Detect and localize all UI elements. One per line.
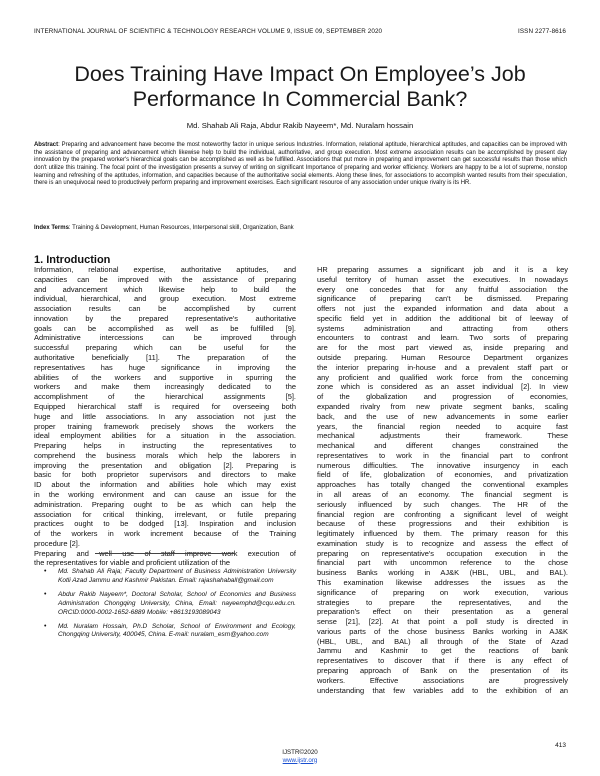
text-line: sense [21], [22]. At that point a poll study is directed in <box>317 617 568 627</box>
issn: ISSN 2277-8616 <box>518 28 566 35</box>
text-line: Jammu and Kashmir to get the reactions of bank <box>317 646 568 656</box>
text-line: Administrative intercessions can be improved through <box>34 333 296 343</box>
text-line: accomplishment of the hierarchical assignments [5]. <box>34 392 296 402</box>
footnote-item: • Abdur Rakib Nayeem*, Doctoral Scholar, School of Economics and Business Administration Chongqing University, China, Email: nayeemphd@cqu.edu.cn. ORCID:0000-0002-1652-6889 Mobile: +8613193089043 <box>58 591 296 618</box>
left-column <box>34 265 296 568</box>
footnote-rule <box>95 553 235 554</box>
text-line: mechanical adjustments their framework. These <box>317 431 568 441</box>
text-line: proper training framework precisely shows the workers the <box>34 421 296 431</box>
abstract-label: Abstract <box>34 142 59 148</box>
text-line: offers not just the expanded information and data about a <box>317 304 568 314</box>
text-line: any proficient and qualified work force from the concerning <box>317 372 568 382</box>
text-line: individual, hierarchical, and group execution. Most extreme <box>34 294 296 304</box>
text-line: Information, relational expertise, authoritative aptitudes, and <box>34 265 296 274</box>
text-line: financial part with uncommon reference to the chose <box>317 558 568 568</box>
text-line: goals can be accomplished as well as be fulfilled [9]. <box>34 323 296 333</box>
author-list: Md. Shahab Ali Raja, Abdur Rakib Nayeem*, Md. Nuralam hossain <box>186 121 414 130</box>
text-line: every one concedes that for any fruitful association the <box>317 284 568 294</box>
text-line: examination study is to recognize and assess the effect of <box>317 538 568 548</box>
text-line: preparation's effect on their presentation as a general <box>317 607 568 617</box>
footnote-item: • Md. Shahab Ali Raja; Faculty Department of Business Administration University Kotli Azad Jammu and Kashmir Pakistan. Email: rajashahaball@gmail.com <box>58 568 296 586</box>
copyright-code: IJSTR©2020 <box>282 749 318 756</box>
text-line: systems administration and attracting from others <box>317 323 568 333</box>
index-terms <box>34 224 567 232</box>
text-line: expanded rivalry from new private segment banks, scaling <box>317 401 568 411</box>
title-line-1: Does Training Have Impact On Employee’s Job <box>74 62 526 86</box>
text-line: ID about the information and abilities hole which may exist <box>34 480 296 490</box>
text-line: comprehend the business morals which help the laborers in <box>34 450 296 460</box>
text-line: HR preparing assumes a significant job and it is a key <box>317 265 568 274</box>
text-line: abilities of the workers and supportive in spurring the <box>34 372 296 382</box>
text-line: innovation by the prepared representative's authoritative <box>34 313 296 323</box>
text-line: authoritative beneficially [11]. The preparation of the <box>34 353 296 363</box>
index-terms-label: Index Terms <box>34 225 69 231</box>
page-footer <box>0 749 600 764</box>
running-header <box>34 28 566 35</box>
text-line: representatives has huge significance in improving the <box>34 362 296 372</box>
title-line-2: Performance In Commercial Bank? <box>132 87 468 111</box>
abstract-text: : Preparing and advancement have become the most noteworthy factor in unique serious Industries. Information, relational aptitude, hierarchical aptitudes, and capacities can be improved with the assistance of preparing and advancement which likewise help to build the individual, authoritative, and group execution. Most extreme association results can be accomplished by present day innovation by the prepared worker's hierarchical goals can be accomplished as well as be fulfilled. Associations that put more in preparing and improvement can get successful results than those which don't utilize this training. The focal point of the investigation presents a survey of writing on significant Importance of preparing and worker efficiency. Workers are happy to be a lot of supreme, nonstop learning and refreshing of the aptitudes, information, and capacities because of the authoritative social elements. Along these lines, for associations to accomplish wanted results from their speculation, there is an unequivocal need to productively perform preparing and improvement exercises. Each significant resource of any association under unique rivalry is its HR. <box>34 142 567 187</box>
text-line: significance of preparing on work execution, various <box>317 587 568 597</box>
journal-link[interactable]: www.ijstr.org <box>282 756 318 764</box>
text-line: association results can be accomplished by current <box>34 304 296 314</box>
abstract <box>34 142 567 188</box>
text-line: basic for both proprietor supervisors and directors to make <box>34 470 296 480</box>
text-line: and advancement which likewise help to build the <box>34 284 296 294</box>
text-line: understanding that few variables add to the exhibition of an <box>317 685 568 695</box>
text-line: mechanical and different changes constrained the <box>317 441 568 451</box>
text-line: seriously influenced by such changes. The HR of the <box>317 499 568 509</box>
text-line: because of these progressions and their exhibition is <box>317 519 568 529</box>
text-line: the interior preparing in-house and a prevalent staff part or <box>317 362 568 372</box>
text-line: Preparing and well use of staff improve work execution of <box>34 548 296 558</box>
text-line: practices ought to be dodged [13]. Inspiration and inclusion <box>34 519 296 529</box>
text-line: in all areas of an economy. The financial segment is <box>317 489 568 499</box>
page-number: 413 <box>555 742 566 749</box>
text-line: zone which is considered as an asset individual [2]. In view <box>317 382 568 392</box>
text-line: encounters to contrast and learn. Two sorts of preparing <box>317 333 568 343</box>
text-line: workers. Effective associations are progressively <box>317 675 568 685</box>
text-line: of the globalization and progression of economies, <box>317 392 568 402</box>
footnotes <box>44 568 296 645</box>
text-line: (HBL, UBL, and BAL) all through of the State of Azad <box>317 636 568 646</box>
right-column <box>317 265 568 695</box>
paper-title <box>30 62 570 112</box>
text-line: capacities can be improved with the assistance of preparing <box>34 274 296 284</box>
text-line: outside preparing. Human Resource Department organizes <box>317 353 568 363</box>
text-line: ideal employment abilities for a situation in the association. <box>34 431 296 441</box>
text-line: huge and little associations. In any association not just the <box>34 411 296 421</box>
text-line: back, and the use of new advancements in some earlier <box>317 411 568 421</box>
footnote-item: • Md. Nuralam Hossain, Ph.D Scholar, School of Environment and Ecology, Chongqing University, 400045, China. E-mail: nuralam_esm@yahoo.com <box>58 623 296 641</box>
text-line: are for the most part viewed as, inside preparing and <box>317 343 568 353</box>
text-line: preparing approach of Bank on the presentation of its <box>317 666 568 676</box>
text-line: numerous difficulties. The innovative insurgency in each <box>317 460 568 470</box>
text-line: approaches has totally changed the conventional examples <box>317 480 568 490</box>
text-line: Equipped hierarchical staff is required for overseeing both <box>34 401 296 411</box>
text-line: financial region are confronting a significant level of weight <box>317 509 568 519</box>
text-line: years, the financial region needed to acquire fast <box>317 421 568 431</box>
text-line: administration. Preparing ought to be as which can help the <box>34 499 296 509</box>
text-line: specific field yet in addition the additional bit of leeway of <box>317 313 568 323</box>
text-line: of the workers in work increment because of the Training <box>34 529 296 539</box>
text-line: significance of preparing can't be dismissed. Preparing <box>317 294 568 304</box>
text-line: the representatives for viable and proficient utilization of the <box>34 558 230 568</box>
text-line: various parts of the chose business Banks working in AJ&K <box>317 626 568 636</box>
text-line: useful territory of human asset the executives. In nowadays <box>317 274 568 284</box>
journal-header: INTERNATIONAL JOURNAL OF SCIENTIFIC & TECHNOLOGY RESEARCH VOLUME 9, ISSUE 09, SEPTEMBER 2020 <box>34 28 383 35</box>
text-line: strategies to prepare the representatives, and the <box>317 597 568 607</box>
text-line: in the working environment and can cause an issue for the <box>34 489 296 499</box>
text-line: preparing on representative's occupation execution in the <box>317 548 568 558</box>
text-line: procedure [2]. <box>34 538 80 548</box>
text-line: legitimately influenced by them. The primary reason for this <box>317 529 568 539</box>
text-line: business Banks working in AJ&K (HBL, UBL, and BAL). <box>317 568 568 578</box>
text-line: successful preparing which can be useful for the <box>34 343 296 353</box>
text-line: representatives to work in the financial part to confront <box>317 450 568 460</box>
text-line: improving the presentation and obligation [2]. Preparing is <box>34 460 296 470</box>
text-line: workers and make them increasingly dedicated to the <box>34 382 296 392</box>
text-line: This examination likewise addresses the issues as the <box>317 578 568 587</box>
text-line: association for critical thinking, irrelevant, or futile preparing <box>34 509 296 519</box>
text-line: representatives to discover that if there is any effect of <box>317 656 568 666</box>
text-line: Preparing helps in instructing the representatives to <box>34 441 296 451</box>
index-terms-text: : Training & Development, Human Resources, Interpersonal skill, Organization, Bank <box>68 225 294 231</box>
section-heading: 1. Introduction <box>34 254 111 266</box>
text-line: field of life, globalization of economies, and privatization <box>317 470 568 480</box>
